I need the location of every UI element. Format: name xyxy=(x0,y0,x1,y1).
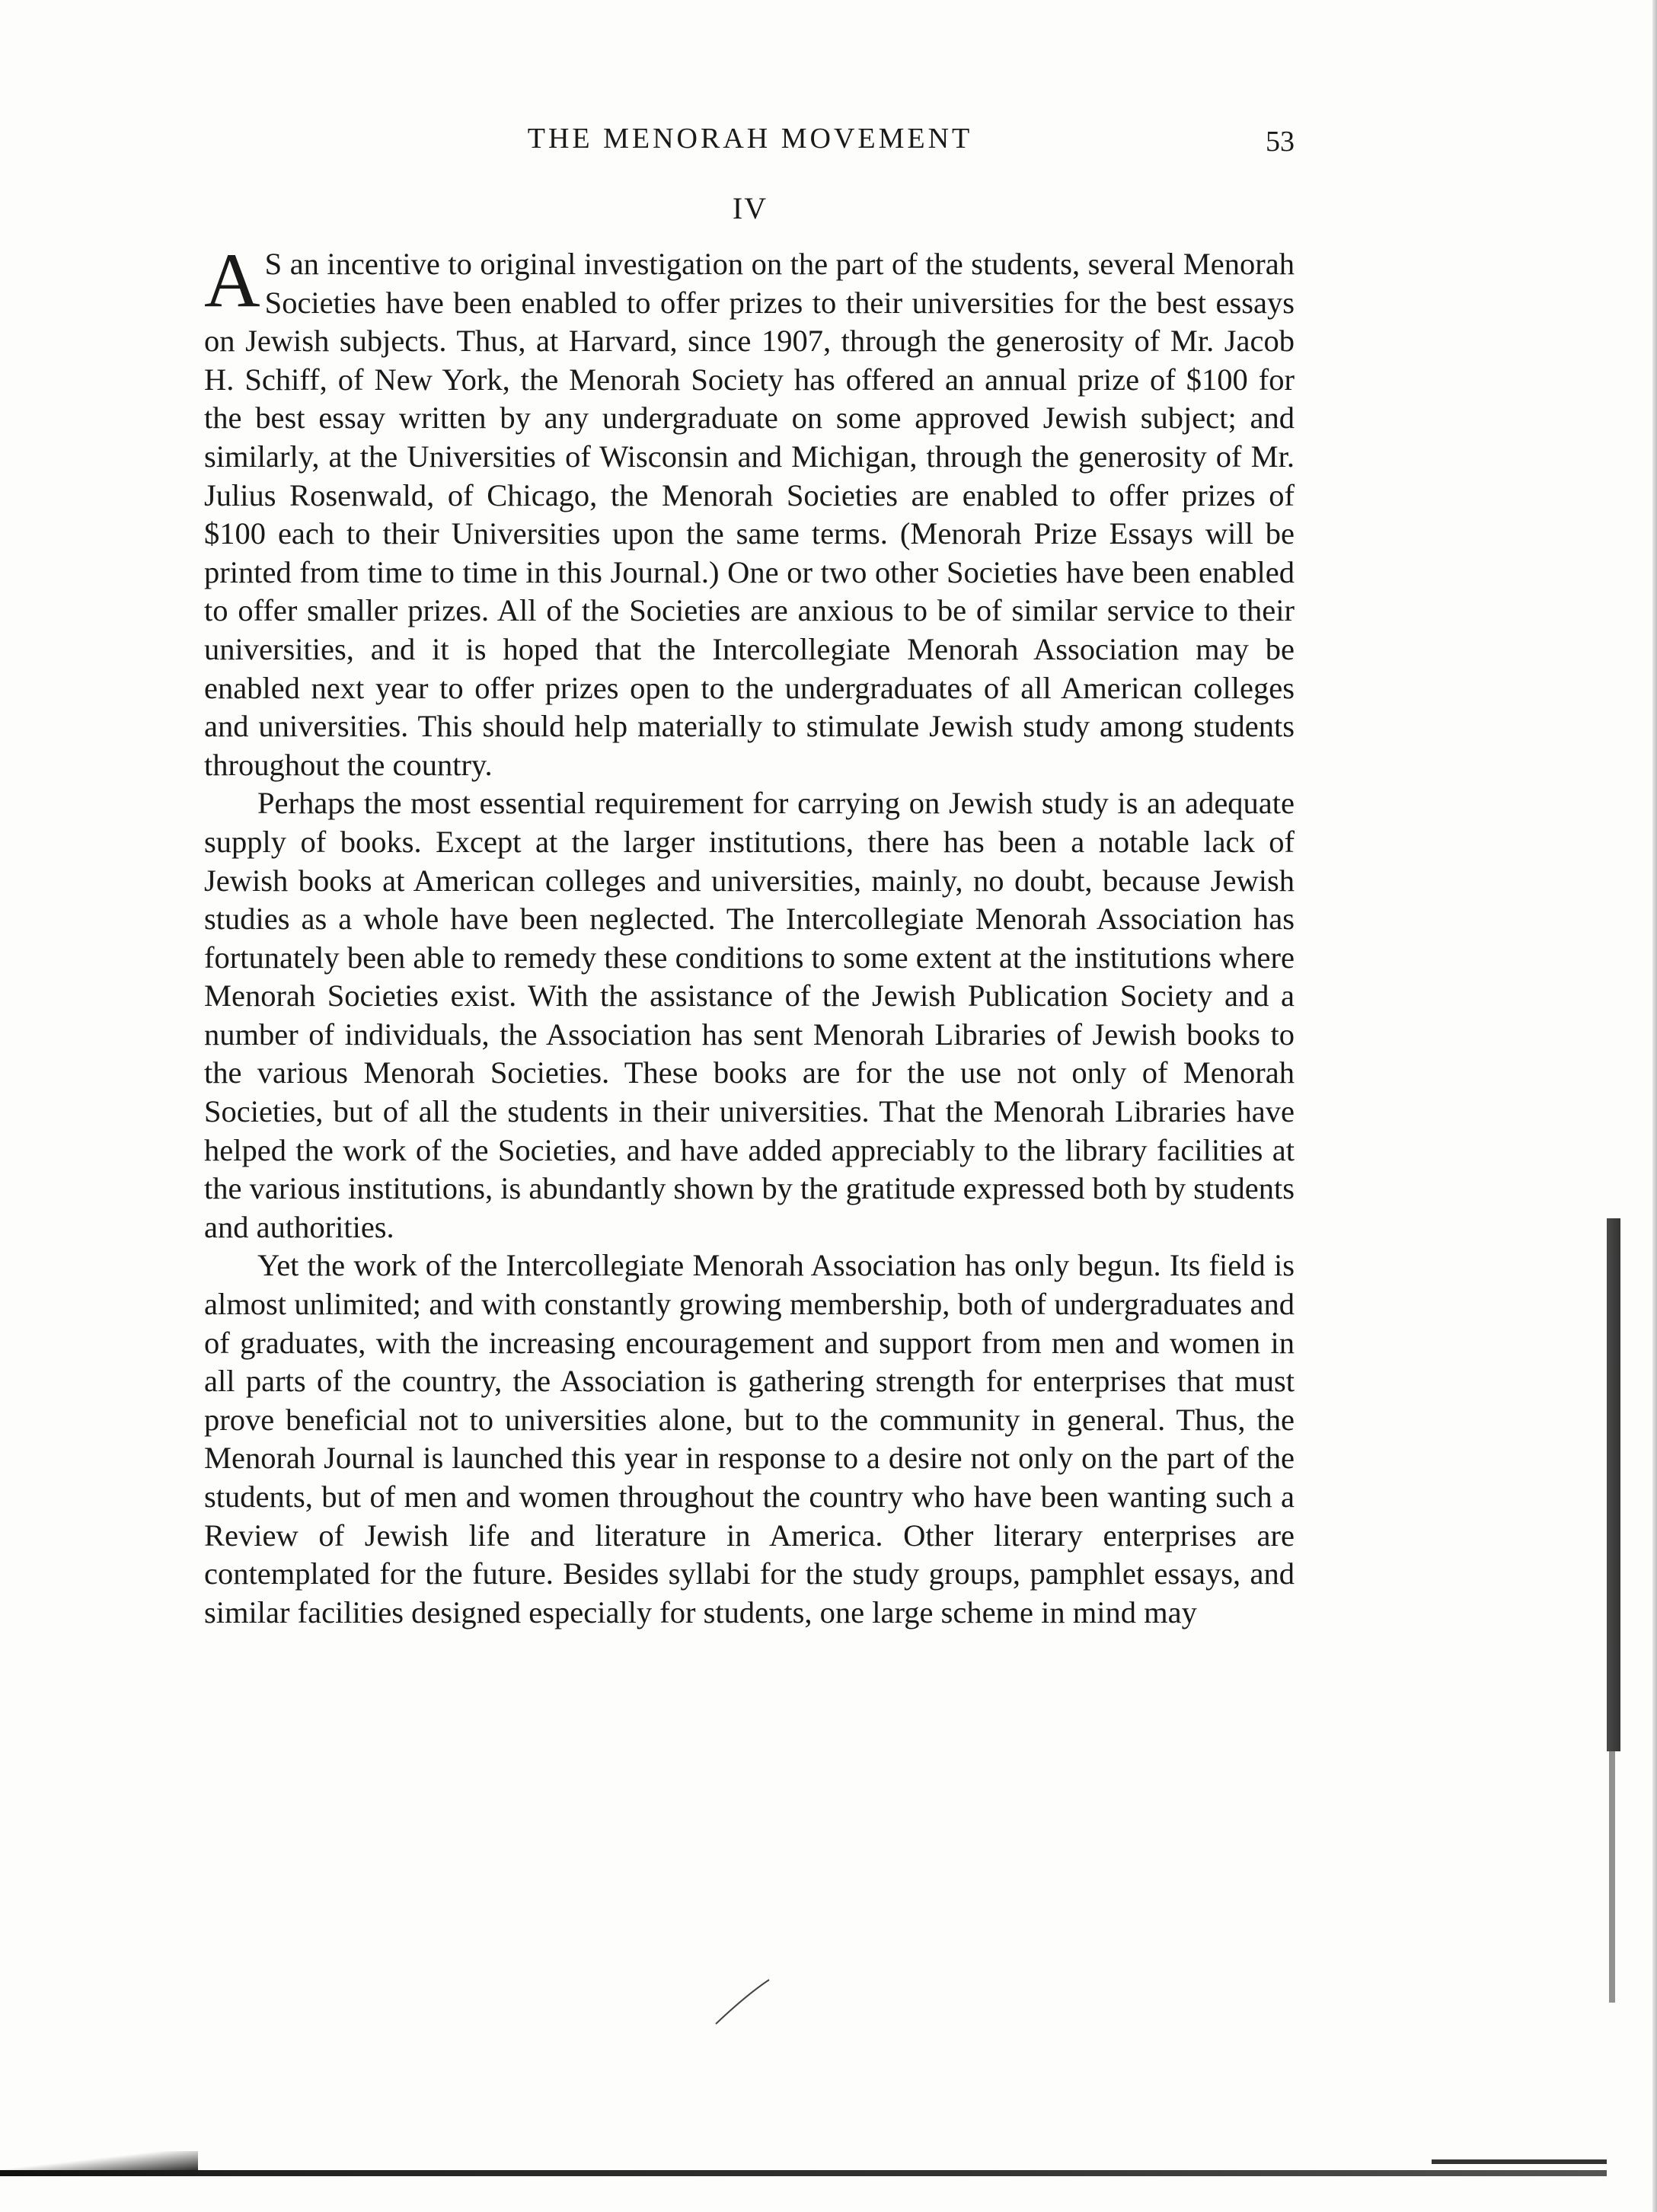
binding-shadow-thin xyxy=(1609,1751,1615,2003)
paragraph-prizes: AS an incentive to original investigation on the part of the students, several Menorah Societies have been enabled to offer prizes to their universities for the best essays on Jewish subjects. Thus, at Harvard, since 1907, through the generosity of Mr. Jacob H. Schiff, of New York, the Menorah Society has offered an annual prize of $100 for the best essay written by any undergraduate on some approved Jewish subject; and similarly, at the Universities of Wisconsin and Michigan, through the generosity of Mr. Julius Rosenwald, of Chicago, the Menorah Societies are enabled to offer prizes of $100 each to their Universities upon the same terms. (Menorah Prize Essays will be printed from time to time in this Journal.) One or two other Societies have been enabled to offer smaller prizes. All of the Societies are anxious to be of similar service to their universities, and it is hoped that the Intercollegiate Menorah Association may be enabled next year to offer prizes open to the undergraduates of all American colleges and universities. This should help materially to stimulate Jewish study among students throughout the country. xyxy=(204,238,1295,782)
pencil-mark xyxy=(716,1980,717,1981)
pencil-mark-icon xyxy=(716,1980,777,2025)
paragraph-future-work: Yet the work of the Intercollegiate Menorah Association has only begun. Its field is almost unlimited; and with constantly growing membership, both of undergraduates and of graduates, with the increasing encouragement and support from men and women in all parts of the country, the Association is gathering strength for enterprises that must prove beneficial not to universities alone, but to the community in general. Thus, the Menorah Journal is launched this year in response to a desire not only on the part of the students, but of men and women throughout the country who have been wanting such a Review of Jewish life and literature in America. Other literary enterprises are contemplated for the future. Besides syllabi for the study groups, pamphlet essays, and similar facilities designed especially for students, one large scheme in mind may xyxy=(204,1248,1295,1629)
bottom-scan-rule-secondary xyxy=(1432,2159,1607,2164)
page-number: 53 xyxy=(1266,126,1295,158)
body-text xyxy=(204,238,1295,1632)
section-numeral: IV xyxy=(732,191,768,225)
running-head xyxy=(206,122,1295,168)
paragraph-libraries: Perhaps the most essential requirement for carrying on Jewish study is an adequate supply of books. Except at the larger institutions, there has been a notable lack of Jewish books at American colleges and universities, mainly, no doubt, because Jewish studies as a whole have been neglected. The Intercollegiate Menorah Association has fortunately been able to remedy these conditions to some extent at the institutions where Menorah Societies exist. With the assistance of the Jewish Publication Society and a number of individuals, the Association has sent Menorah Libraries of Jewish books to the various Menorah Societies. These books are for the use not only of Menorah Societies, but of all the students in their universities. That the Menorah Libraries have helped the work of the Societies, and have added appreciably to the library facilities at the various institutions, is abundantly shown by the gratitude expressed both by students and authorities. xyxy=(204,786,1295,1244)
bottom-scan-rule xyxy=(0,2170,1607,2176)
page-edge-shadow xyxy=(1652,0,1657,2212)
binding-shadow-mark xyxy=(1607,1218,1620,1751)
running-title: THE MENORAH MOVEMENT xyxy=(527,123,973,155)
